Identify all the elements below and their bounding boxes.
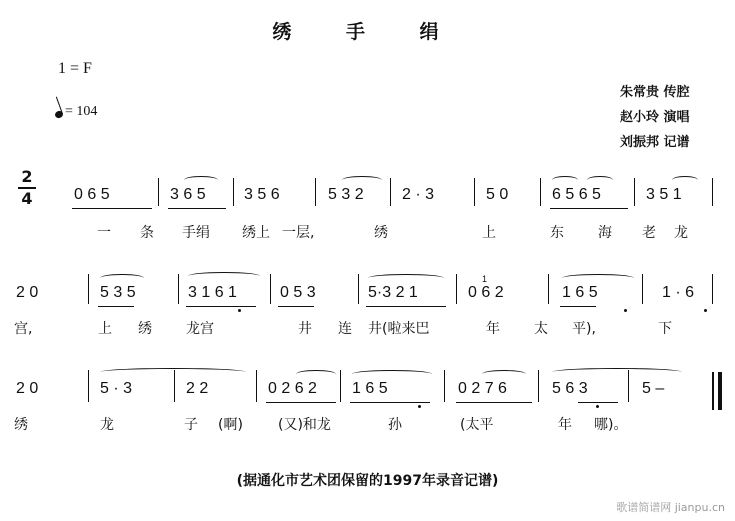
measure-2-4: 0 5 3 xyxy=(280,284,316,301)
measure-2-7: 1 6 5 xyxy=(562,284,598,301)
measure-1-6: 5 0 xyxy=(486,186,509,203)
lyric: 平), xyxy=(572,321,596,337)
measure-3-1: 2 0 xyxy=(16,380,39,397)
slur-mark xyxy=(342,176,382,184)
lower-octave-dot xyxy=(596,405,599,408)
slur-mark xyxy=(296,370,336,378)
measure-1-2: 3 6 5 xyxy=(170,186,206,203)
barline xyxy=(340,370,341,402)
measure-3-8: 5 – xyxy=(642,380,665,397)
slur-mark xyxy=(552,176,578,184)
slur-mark xyxy=(100,274,144,282)
underline-mark xyxy=(366,306,446,307)
measure-2-2: 5 3 5 xyxy=(100,284,136,301)
notation-row-3 xyxy=(12,380,727,406)
lyric: 绣 xyxy=(138,321,152,337)
measure-2-8: 1 · 6 xyxy=(662,284,695,301)
underline-mark xyxy=(98,306,134,307)
barline xyxy=(474,178,475,206)
slur-mark xyxy=(100,368,246,376)
lyric: 绣上 xyxy=(242,225,270,241)
barline xyxy=(88,274,89,304)
barline xyxy=(390,178,391,206)
credit-singer: 赵小玲 演唱 xyxy=(620,110,690,125)
lower-octave-dot xyxy=(238,309,241,312)
barline xyxy=(88,370,89,402)
time-signature-top: 2 xyxy=(21,167,33,186)
underline-mark xyxy=(350,402,430,403)
final-barline-thick xyxy=(718,372,722,410)
underline-mark xyxy=(456,402,532,403)
lyric: 连 xyxy=(338,321,352,337)
measure-3-7: 5 6 3 xyxy=(552,380,588,397)
measure-2-3: 3 1 6 1 xyxy=(188,284,237,301)
lyric: 子 xyxy=(184,417,198,433)
lyric: 上 xyxy=(482,225,496,241)
slur-mark xyxy=(562,274,634,282)
barline xyxy=(540,178,541,206)
lyric-row-2 xyxy=(12,318,727,338)
barline xyxy=(712,178,713,206)
lyric: 手绢 xyxy=(182,225,210,241)
slur-mark xyxy=(184,176,218,184)
barline xyxy=(315,178,316,206)
lyric: (太平 xyxy=(460,417,494,433)
underline-mark xyxy=(278,306,314,307)
grace-note: 1 xyxy=(482,274,488,284)
watermark: 歌谱简谱网 jianpu.cn xyxy=(616,501,725,514)
slur-mark xyxy=(587,176,613,184)
lyric: (又)和龙 xyxy=(278,417,331,433)
measure-1-7: 6 5 6 5 xyxy=(552,186,601,203)
lyric: 年 xyxy=(486,321,500,337)
lyric-row-1 xyxy=(12,222,727,242)
underline-mark xyxy=(560,306,596,307)
lyric: 孙 xyxy=(388,417,402,433)
lyric: 条 xyxy=(140,225,154,241)
slur-mark xyxy=(552,368,682,376)
lower-octave-dot xyxy=(418,405,421,408)
measure-1-1: 0 6 5 xyxy=(74,186,110,203)
barline xyxy=(233,178,234,206)
measure-1-3: 3 5 6 xyxy=(244,186,280,203)
measure-2-6: 0 6 2 xyxy=(468,284,504,301)
barline xyxy=(270,274,271,304)
barline xyxy=(634,178,635,206)
lower-octave-dot xyxy=(704,309,707,312)
measure-3-6: 0 2 7 6 xyxy=(458,380,507,397)
lyric: 哪)。 xyxy=(594,417,628,433)
lyric: 井 xyxy=(298,321,312,337)
measure-3-4: 0 2 6 2 xyxy=(268,380,317,397)
song-title: 绣 手 绢 xyxy=(272,21,463,43)
measure-2-5: 5·3 2 1 xyxy=(368,284,418,301)
underline-mark xyxy=(266,402,336,403)
barline xyxy=(358,274,359,304)
measure-3-5: 1 6 5 xyxy=(352,380,388,397)
barline xyxy=(712,274,713,304)
barline xyxy=(158,178,159,206)
lyric: 太 xyxy=(534,321,548,337)
lyric-row-3 xyxy=(12,414,727,434)
time-signature-bottom: 4 xyxy=(21,188,33,208)
measure-1-4: 5 3 2 xyxy=(328,186,364,203)
quarter-note-icon xyxy=(54,110,64,119)
underline-mark xyxy=(168,208,226,209)
barline xyxy=(178,274,179,304)
lyric: 宫, xyxy=(14,321,33,337)
slur-mark xyxy=(368,274,444,282)
credit-transcriber: 刘振邦 记谱 xyxy=(620,135,690,150)
lyric: 东 xyxy=(550,225,564,241)
slur-mark xyxy=(672,176,698,184)
tempo-marking xyxy=(55,104,97,120)
lyric: 上 xyxy=(98,321,112,337)
credits xyxy=(620,80,730,155)
measure-1-5: 2 · 3 xyxy=(402,186,435,203)
lyric: 海 xyxy=(598,225,612,241)
notation-row-1 xyxy=(12,186,727,212)
source-note: (据通化市艺术团保留的1997年录音记谱) xyxy=(236,473,499,489)
lyric: 一层, xyxy=(282,225,315,241)
lyric: 下 xyxy=(658,321,672,337)
underline-mark xyxy=(72,208,152,209)
barline xyxy=(456,274,457,304)
slur-mark xyxy=(188,272,260,280)
underline-mark xyxy=(550,208,628,209)
barline xyxy=(538,370,539,402)
underline-mark xyxy=(578,402,618,403)
barline xyxy=(642,274,643,304)
measure-3-3: 2 2 xyxy=(186,380,209,397)
lyric: 井(啦来巴 xyxy=(368,321,430,337)
lyric: 老龙 xyxy=(642,225,706,241)
measure-3-2: 5 · 3 xyxy=(100,380,133,397)
lyric: 一 xyxy=(97,225,111,241)
notation-row-2 xyxy=(12,274,727,310)
barline xyxy=(444,370,445,402)
lyric: 龙宫 xyxy=(186,321,214,337)
lyric: 年 xyxy=(558,417,572,433)
lyric: 绣 xyxy=(374,225,388,241)
measure-2-1: 2 0 xyxy=(16,284,39,301)
final-barline-thin xyxy=(712,372,714,410)
lyric: 绣 xyxy=(14,417,28,433)
tempo-value: = 104 xyxy=(65,104,98,119)
lyric: (啊) xyxy=(218,417,243,433)
lyric: 龙 xyxy=(100,417,114,433)
barline xyxy=(256,370,257,402)
barline xyxy=(548,274,549,304)
slur-mark xyxy=(352,370,432,378)
key-signature: 1 = F xyxy=(58,60,92,77)
underline-mark xyxy=(186,306,256,307)
credit-composer: 朱常贵 传腔 xyxy=(620,85,690,100)
lower-octave-dot xyxy=(624,309,627,312)
slur-mark xyxy=(482,370,526,378)
measure-1-8: 3 5 1 xyxy=(646,186,682,203)
